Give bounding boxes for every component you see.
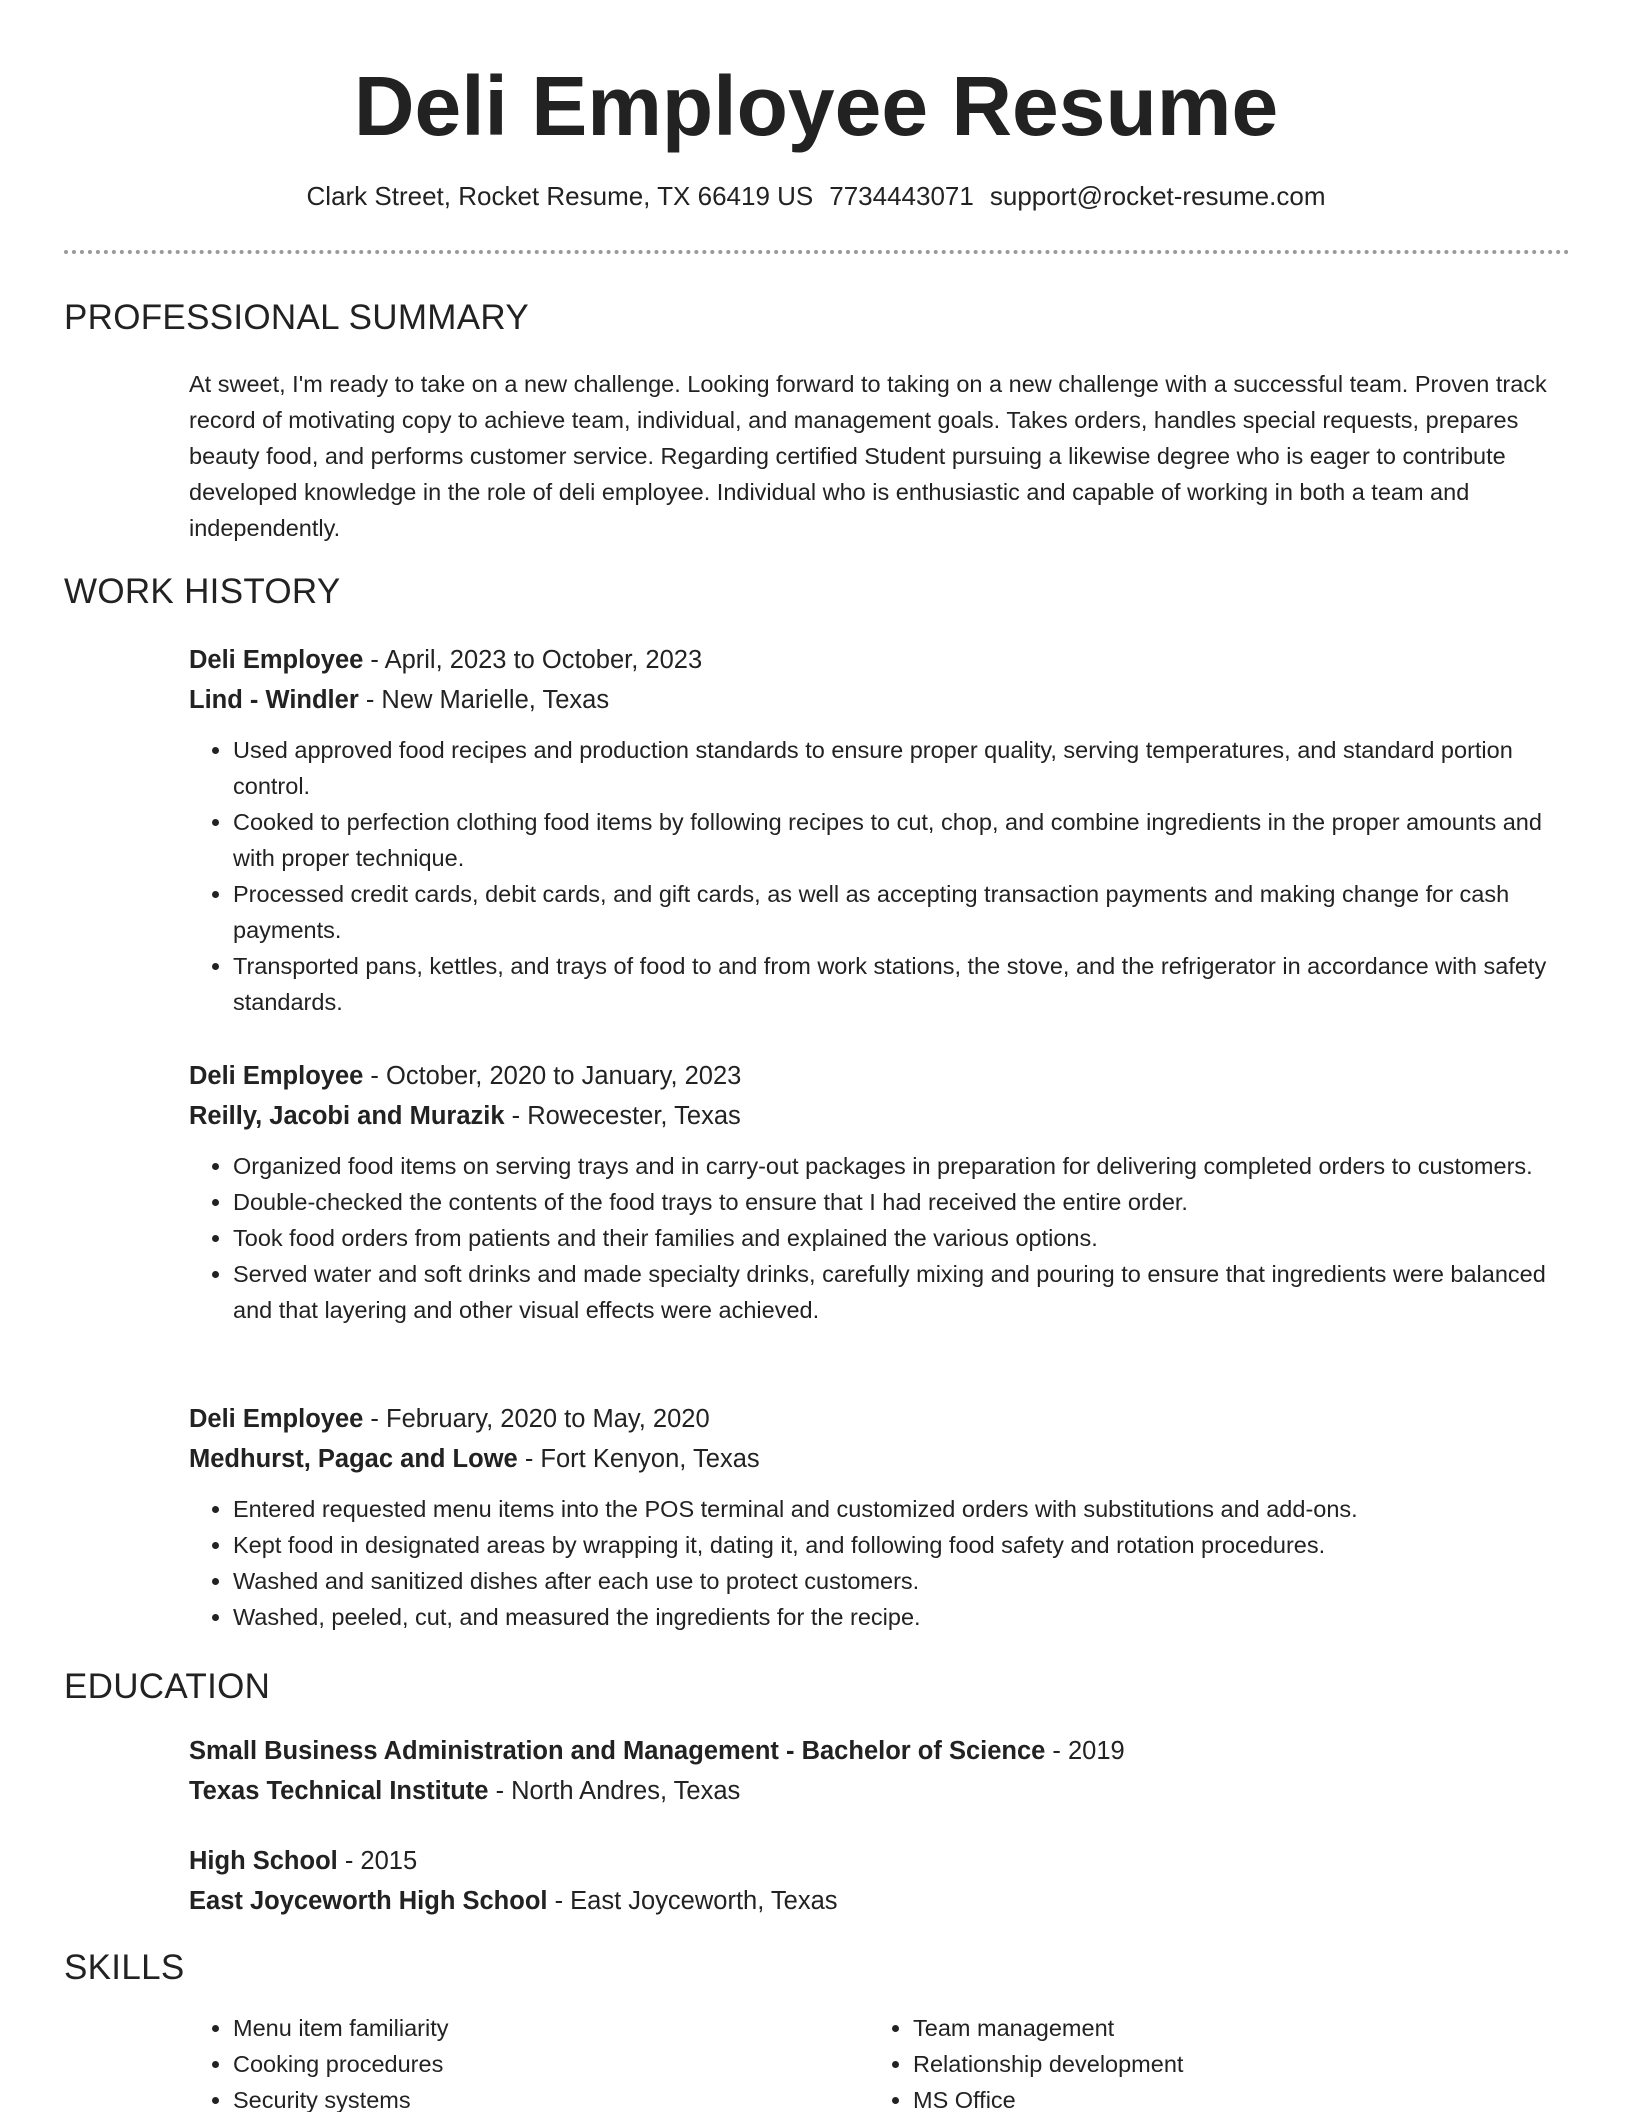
section-title-skills: SKILLS [64,1948,185,1987]
job-company-line [189,1439,1569,1479]
job-company: Reilly, Jacobi and Murazik [189,1102,505,1130]
job-bullets [189,732,1569,1020]
job-location: - Rowecester, Texas [504,1102,741,1130]
skill-item: • Security systems [233,2082,448,2112]
summary-text: At sweet, I'm ready to take on a new challenge. Looking forward to taking on a new challenge with a successful team. Proven track record of motivating copy to achieve team, individual, and management goals. Takes orders, handles special requests, prepares beauty food, and performs customer service. Regarding certified Student pursuing a likewise degree who is eager to contribute developed knowledge in the role of deli employee. Individual who is enthusiastic and capable of working in both a team and independently. [189,371,1547,541]
list-item: • Double-checked the contents of the food trays to ensure that I had received the entire order. [233,1184,1569,1220]
job-role: Deli Employee [189,1405,364,1433]
list-item: • Cooked to perfection clothing food items by following recipes to cut, chop, and combine ingredients in the proper amounts and with proper technique. [233,804,1569,876]
education-school-line [189,1771,1569,1811]
education-degree: Small Business Administration and Management - Bachelor of Science [189,1737,1046,1765]
job-dates: - April, 2023 to October, 2023 [363,646,703,674]
job-bullets [189,1148,1569,1328]
job-title-line [189,1056,1569,1096]
job-company: Medhurst, Pagac and Lowe [189,1445,518,1473]
education-school-line [189,1881,1569,1921]
education-year: - 2015 [337,1847,418,1875]
skill-item: • Relationship development [913,2046,1183,2082]
skills-list [189,2010,1569,2112]
education-school: Texas Technical Institute [189,1777,489,1805]
job-title-line [189,640,1569,680]
education-degree-line [189,1841,1569,1881]
education-location: - East Joyceworth, Texas [547,1887,838,1915]
job-entry [189,640,1569,1020]
education-location: - North Andres, Texas [488,1777,741,1805]
contact-email[interactable]: support@rocket-resume.com [989,181,1326,211]
resume-name: Deli Employee Resume [353,59,1279,153]
job-dates: - February, 2020 to May, 2020 [363,1405,710,1433]
job-location: - New Marielle, Texas [358,686,610,714]
job-role: Deli Employee [189,1062,364,1090]
contact-phone: 7734443071 [829,181,974,211]
job-location: - Fort Kenyon, Texas [517,1445,760,1473]
list-item: • Organized food items on serving trays and in carry-out packages in preparation for delivering completed orders to customers. [233,1148,1569,1184]
job-role: Deli Employee [189,646,364,674]
skill-item: • Cooking procedures [233,2046,448,2082]
job-dates: - October, 2020 to January, 2023 [363,1062,742,1090]
section-title-summary: PROFESSIONAL SUMMARY [64,298,529,337]
list-item: • Transported pans, kettles, and trays of food to and from work stations, the stove, and the refrigerator in accordance with safety standards. [233,948,1569,1020]
skills-column-2 [869,2010,1183,2112]
job-entry [189,1056,1569,1328]
job-entry [189,1399,1569,1635]
job-company-line [189,1096,1569,1136]
list-item: • Served water and soft drinks and made specialty drinks, carefully mixing and pouring to ensure that ingredients were balanced and that layering and other visual effects were achieved. [233,1256,1569,1328]
contact-line [0,180,1632,214]
education-degree-line [189,1731,1569,1771]
section-title-work-history: WORK HISTORY [64,572,341,611]
education-entry [189,1841,1569,1921]
education-entry [189,1731,1569,1811]
education-year: - 2019 [1045,1737,1125,1765]
skill-item: • Menu item familiarity [233,2010,448,2046]
list-item: • Processed credit cards, debit cards, and gift cards, as well as accepting transaction payments and making change for cash payments. [233,876,1569,948]
contact-address: Clark Street, Rocket Resume, TX 66419 US [306,181,814,211]
skill-item: • MS Office [913,2082,1183,2112]
job-bullets [189,1491,1569,1635]
job-title-line [189,1399,1569,1439]
skills-column-1 [189,2010,448,2112]
list-item: • Kept food in designated areas by wrapping it, dating it, and following food safety and rotation procedures. [233,1527,1569,1563]
list-item: • Took food orders from patients and their families and explained the various options. [233,1220,1569,1256]
list-item: • Washed and sanitized dishes after each use to protect customers. [233,1563,1569,1599]
skill-item: • Team management [913,2010,1183,2046]
education-school: East Joyceworth High School [189,1887,548,1915]
list-item: • Washed, peeled, cut, and measured the ingredients for the recipe. [233,1599,1569,1635]
section-title-education: EDUCATION [64,1667,271,1706]
job-company-line [189,680,1569,720]
list-item: • Entered requested menu items into the POS terminal and customized orders with substitutions and add-ons. [233,1491,1569,1527]
list-item: • Used approved food recipes and production standards to ensure proper quality, serving temperatures, and standard portion control. [233,732,1569,804]
education-degree: High School [189,1847,338,1875]
job-company: Lind - Windler [189,686,359,714]
header-divider [64,250,1570,254]
